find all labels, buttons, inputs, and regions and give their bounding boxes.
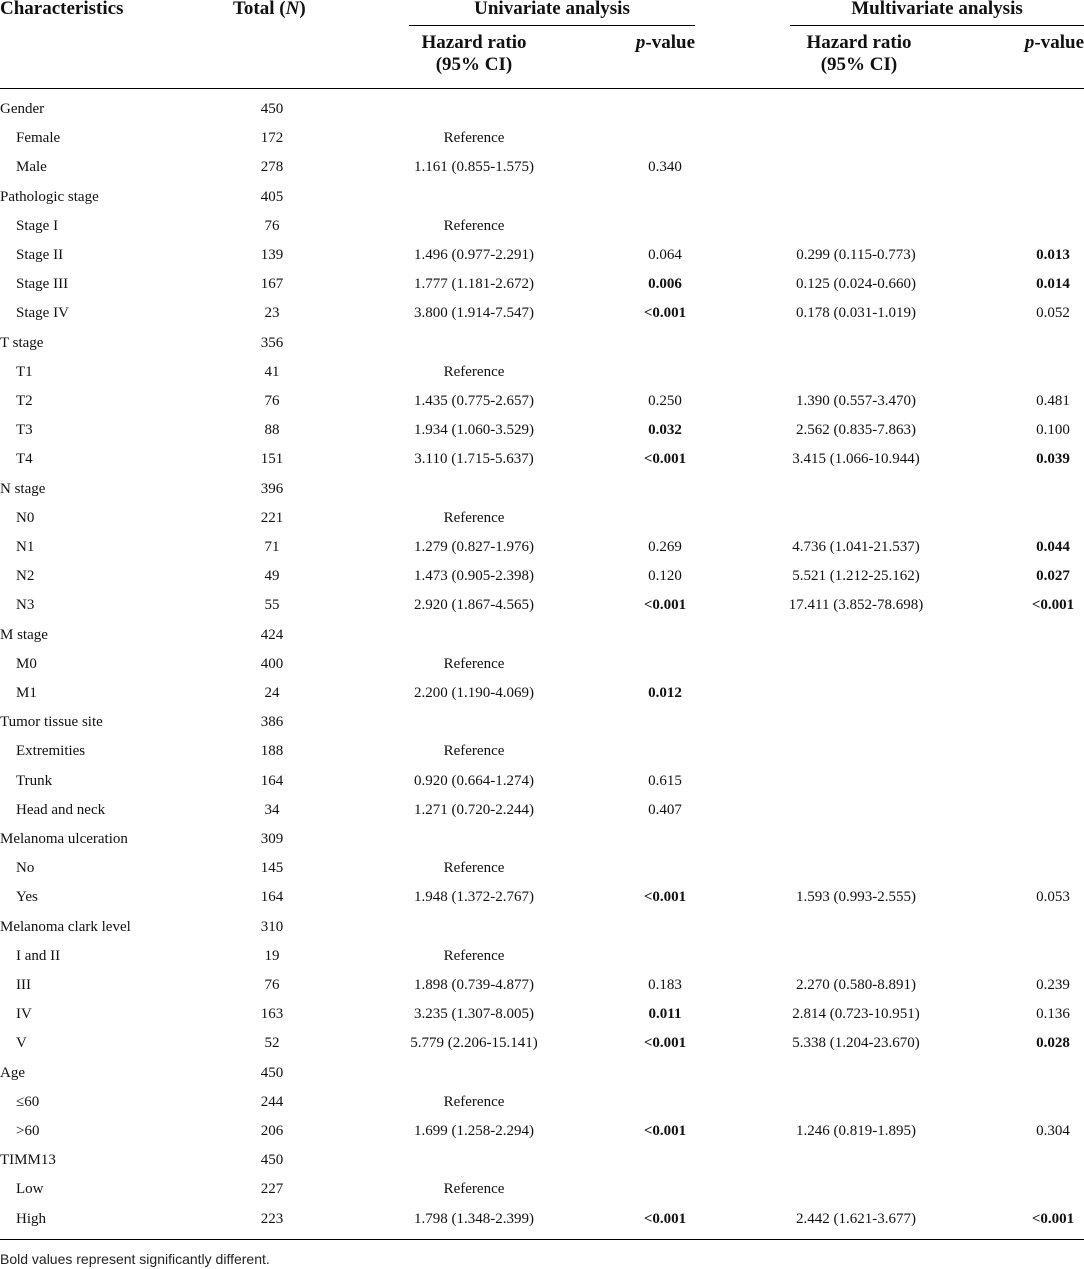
uni-p-value: 0.120 [648, 568, 682, 584]
row-total: 164 [260, 773, 284, 789]
uni-hazard-ratio: Reference [443, 860, 505, 876]
multi-p-value: 0.013 [1036, 247, 1070, 263]
multi-p-value: 0.052 [1036, 305, 1070, 321]
header-uni-p-rest: -value [645, 32, 695, 53]
multi-hazard-ratio: 4.736 (1.041-21.537) [792, 539, 920, 555]
multi-hazard-ratio: 5.521 (1.212-25.162) [792, 568, 920, 584]
row-label: ≤60 [16, 1094, 40, 1110]
multi-p-value: 0.028 [1036, 1035, 1070, 1051]
row-label: Head and neck [16, 802, 106, 818]
row-total: 278 [260, 159, 284, 175]
header-uni-p [636, 32, 695, 54]
header-uni-hr-line1: Hazard ratio [421, 32, 527, 53]
header-multi-hr-line2: (95% CI) [820, 54, 898, 75]
uni-p-value: <0.001 [643, 1035, 687, 1051]
header-uni-hr [421, 32, 526, 76]
row-label: IV [16, 1006, 32, 1022]
uni-p-value: 0.006 [648, 276, 682, 292]
uni-hazard-ratio: 1.934 (1.060-3.529) [414, 422, 534, 438]
multi-hazard-ratio: 5.338 (1.204-23.670) [792, 1035, 920, 1051]
multivariate-underline [790, 25, 1084, 26]
uni-hazard-ratio: 3.110 (1.715-5.637) [414, 451, 534, 467]
uni-hazard-ratio: 1.435 (0.775-2.657) [414, 393, 534, 409]
row-label: T stage [0, 335, 44, 351]
row-total: 24 [264, 685, 280, 701]
row-label: Pathologic stage [0, 189, 99, 205]
row-label: T4 [16, 451, 33, 467]
uni-hazard-ratio: Reference [443, 656, 505, 672]
header-multi-p-italic: p [1024, 32, 1035, 53]
row-total: 23 [264, 305, 280, 321]
row-total: 223 [260, 1211, 284, 1227]
uni-p-value: <0.001 [643, 1211, 687, 1227]
row-total: 356 [260, 335, 284, 351]
uni-hazard-ratio: Reference [443, 364, 505, 380]
uni-p-value: 0.250 [648, 393, 682, 409]
multi-p-value: 0.239 [1036, 977, 1070, 993]
uni-hazard-ratio: 1.898 (0.739-4.877) [414, 977, 534, 993]
row-label: N0 [16, 510, 35, 526]
header-multi-p [1025, 32, 1084, 54]
multi-hazard-ratio: 2.442 (1.621-3.677) [796, 1211, 916, 1227]
multi-p-value: 0.044 [1036, 539, 1070, 555]
header-rule [0, 88, 1084, 89]
univariate-underline [409, 25, 695, 26]
row-total: 244 [260, 1094, 284, 1110]
header-uni-p-italic: p [635, 32, 646, 53]
header-total-suffix: ) [299, 0, 306, 19]
multi-p-value: 0.039 [1036, 451, 1070, 467]
uni-hazard-ratio: 1.161 (0.855-1.575) [414, 159, 534, 175]
row-total: 139 [260, 247, 284, 263]
header-univariate: Univariate analysis [474, 0, 630, 19]
row-total: 167 [260, 276, 284, 292]
multi-p-value: 0.053 [1036, 889, 1070, 905]
multi-hazard-ratio: 0.178 (0.031-1.019) [796, 305, 916, 321]
row-label: Stage IV [16, 305, 69, 321]
row-label: Female [16, 130, 61, 146]
row-total: 164 [260, 889, 284, 905]
uni-p-value: <0.001 [643, 597, 687, 613]
uni-p-value: 0.012 [648, 685, 682, 701]
row-label: High [16, 1211, 46, 1227]
uni-hazard-ratio: 1.948 (1.372-2.767) [414, 889, 534, 905]
row-label: Melanoma clark level [0, 919, 131, 935]
multi-p-value: <0.001 [1031, 597, 1075, 613]
uni-hazard-ratio: 3.800 (1.914-7.547) [414, 305, 534, 321]
header-multivariate: Multivariate analysis [851, 0, 1023, 19]
row-label: Gender [0, 101, 45, 117]
row-label: Extremities [16, 743, 86, 759]
header-multi-hr-line1: Hazard ratio [806, 32, 912, 53]
row-total: 19 [264, 948, 280, 964]
uni-hazard-ratio: Reference [443, 948, 505, 964]
row-total: 309 [260, 831, 284, 847]
row-label: M1 [16, 685, 37, 701]
row-label: Low [16, 1181, 44, 1197]
uni-p-value: 0.064 [648, 247, 682, 263]
header-multi-p-rest: -value [1034, 32, 1084, 53]
uni-hazard-ratio: 0.920 (0.664-1.274) [414, 773, 534, 789]
row-total: 41 [264, 364, 280, 380]
row-label: T2 [16, 393, 33, 409]
uni-hazard-ratio: Reference [443, 130, 505, 146]
bottom-rule [0, 1239, 1084, 1240]
row-label: Stage I [16, 218, 59, 234]
uni-p-value: <0.001 [643, 1123, 687, 1139]
uni-hazard-ratio: 2.920 (1.867-4.565) [414, 597, 534, 613]
row-total: 450 [260, 1152, 284, 1168]
row-label: N stage [0, 481, 46, 497]
row-label: Trunk [16, 773, 53, 789]
row-label: M0 [16, 656, 37, 672]
row-total: 71 [264, 539, 280, 555]
uni-hazard-ratio: Reference [443, 1181, 505, 1197]
uni-p-value: 0.407 [648, 802, 682, 818]
multi-p-value: 0.304 [1036, 1123, 1070, 1139]
row-total: 400 [260, 656, 284, 672]
row-total: 76 [264, 393, 280, 409]
row-total: 163 [260, 1006, 284, 1022]
row-label: I and II [16, 948, 61, 964]
multi-p-value: 0.100 [1036, 422, 1070, 438]
uni-hazard-ratio: 1.777 (1.181-2.672) [414, 276, 534, 292]
row-total: 206 [260, 1123, 284, 1139]
uni-hazard-ratio: 1.271 (0.720-2.244) [414, 802, 534, 818]
row-label: T3 [16, 422, 33, 438]
multi-hazard-ratio: 2.814 (0.723-10.951) [792, 1006, 920, 1022]
row-label: III [16, 977, 31, 993]
uni-hazard-ratio: 1.798 (1.348-2.399) [414, 1211, 534, 1227]
row-total: 221 [260, 510, 284, 526]
footnote: Bold values represent significantly different. [0, 1251, 270, 1267]
row-label: TIMM13 [0, 1152, 56, 1168]
multi-hazard-ratio: 1.390 (0.557-3.470) [796, 393, 916, 409]
header-uni-hr-line2: (95% CI) [435, 54, 513, 75]
multi-p-value: 0.481 [1036, 393, 1070, 409]
uni-hazard-ratio: Reference [443, 743, 505, 759]
uni-hazard-ratio: Reference [443, 1094, 505, 1110]
header-characteristics: Characteristics [0, 0, 124, 19]
row-label: T1 [16, 364, 33, 380]
uni-p-value: 0.011 [648, 1006, 682, 1022]
uni-p-value: <0.001 [643, 305, 687, 321]
row-total: 76 [264, 218, 280, 234]
row-label: Yes [16, 889, 38, 905]
header-total [233, 0, 306, 20]
row-total: 151 [260, 451, 284, 467]
row-total: 172 [260, 130, 284, 146]
uni-hazard-ratio: Reference [443, 218, 505, 234]
row-total: 145 [260, 860, 284, 876]
row-total: 34 [264, 802, 280, 818]
row-label: N3 [16, 597, 35, 613]
row-total: 450 [260, 1065, 284, 1081]
multi-p-value: 0.014 [1036, 276, 1070, 292]
uni-p-value: 0.340 [648, 159, 682, 175]
row-label: Age [0, 1065, 25, 1081]
row-total: 188 [260, 743, 284, 759]
row-label: Tumor tissue site [0, 714, 103, 730]
uni-p-value: 0.615 [648, 773, 682, 789]
uni-p-value: 0.269 [648, 539, 682, 555]
uni-hazard-ratio: 2.200 (1.190-4.069) [414, 685, 534, 701]
row-total: 450 [260, 101, 284, 117]
uni-hazard-ratio: 1.279 (0.827-1.976) [414, 539, 534, 555]
row-total: 55 [264, 597, 280, 613]
multi-hazard-ratio: 2.562 (0.835-7.863) [796, 422, 916, 438]
row-label: Melanoma ulceration [0, 831, 128, 847]
row-label: V [16, 1035, 27, 1051]
multi-hazard-ratio: 0.125 (0.024-0.660) [796, 276, 916, 292]
row-label: Male [16, 159, 47, 175]
uni-p-value: 0.032 [648, 422, 682, 438]
uni-hazard-ratio: 1.496 (0.977-2.291) [414, 247, 534, 263]
multi-p-value: <0.001 [1031, 1211, 1075, 1227]
multi-hazard-ratio: 1.593 (0.993-2.555) [796, 889, 916, 905]
row-label: Stage III [16, 276, 69, 292]
row-total: 227 [260, 1181, 284, 1197]
row-label: N1 [16, 539, 35, 555]
multi-hazard-ratio: 1.246 (0.819-1.895) [796, 1123, 916, 1139]
multi-hazard-ratio: 2.270 (0.580-8.891) [796, 977, 916, 993]
row-label: No [16, 860, 35, 876]
header-total-prefix: Total ( [233, 0, 286, 19]
row-total: 396 [260, 481, 284, 497]
multi-hazard-ratio: 3.415 (1.066-10.944) [792, 451, 920, 467]
uni-p-value: <0.001 [643, 889, 687, 905]
row-total: 88 [264, 422, 280, 438]
row-total: 49 [264, 568, 280, 584]
row-total: 52 [264, 1035, 280, 1051]
row-label: Stage II [16, 247, 64, 263]
header-total-n: N [285, 0, 300, 19]
uni-hazard-ratio: 1.699 (1.258-2.294) [414, 1123, 534, 1139]
row-total: 405 [260, 189, 284, 205]
header-multi-hr [806, 32, 911, 76]
row-label: >60 [16, 1123, 40, 1139]
uni-p-value: <0.001 [643, 451, 687, 467]
uni-hazard-ratio: 1.473 (0.905-2.398) [414, 568, 534, 584]
row-total: 386 [260, 714, 284, 730]
uni-hazard-ratio: Reference [443, 510, 505, 526]
multi-p-value: 0.136 [1036, 1006, 1070, 1022]
multi-p-value: 0.027 [1036, 568, 1070, 584]
multi-hazard-ratio: 0.299 (0.115-0.773) [796, 247, 916, 263]
row-label: N2 [16, 568, 35, 584]
multi-hazard-ratio: 17.411 (3.852-78.698) [788, 597, 924, 613]
uni-hazard-ratio: 5.779 (2.206-15.141) [410, 1035, 538, 1051]
row-total: 310 [260, 919, 284, 935]
row-total: 76 [264, 977, 280, 993]
row-total: 424 [260, 627, 284, 643]
row-label: M stage [0, 627, 48, 643]
uni-p-value: 0.183 [648, 977, 682, 993]
uni-hazard-ratio: 3.235 (1.307-8.005) [414, 1006, 534, 1022]
